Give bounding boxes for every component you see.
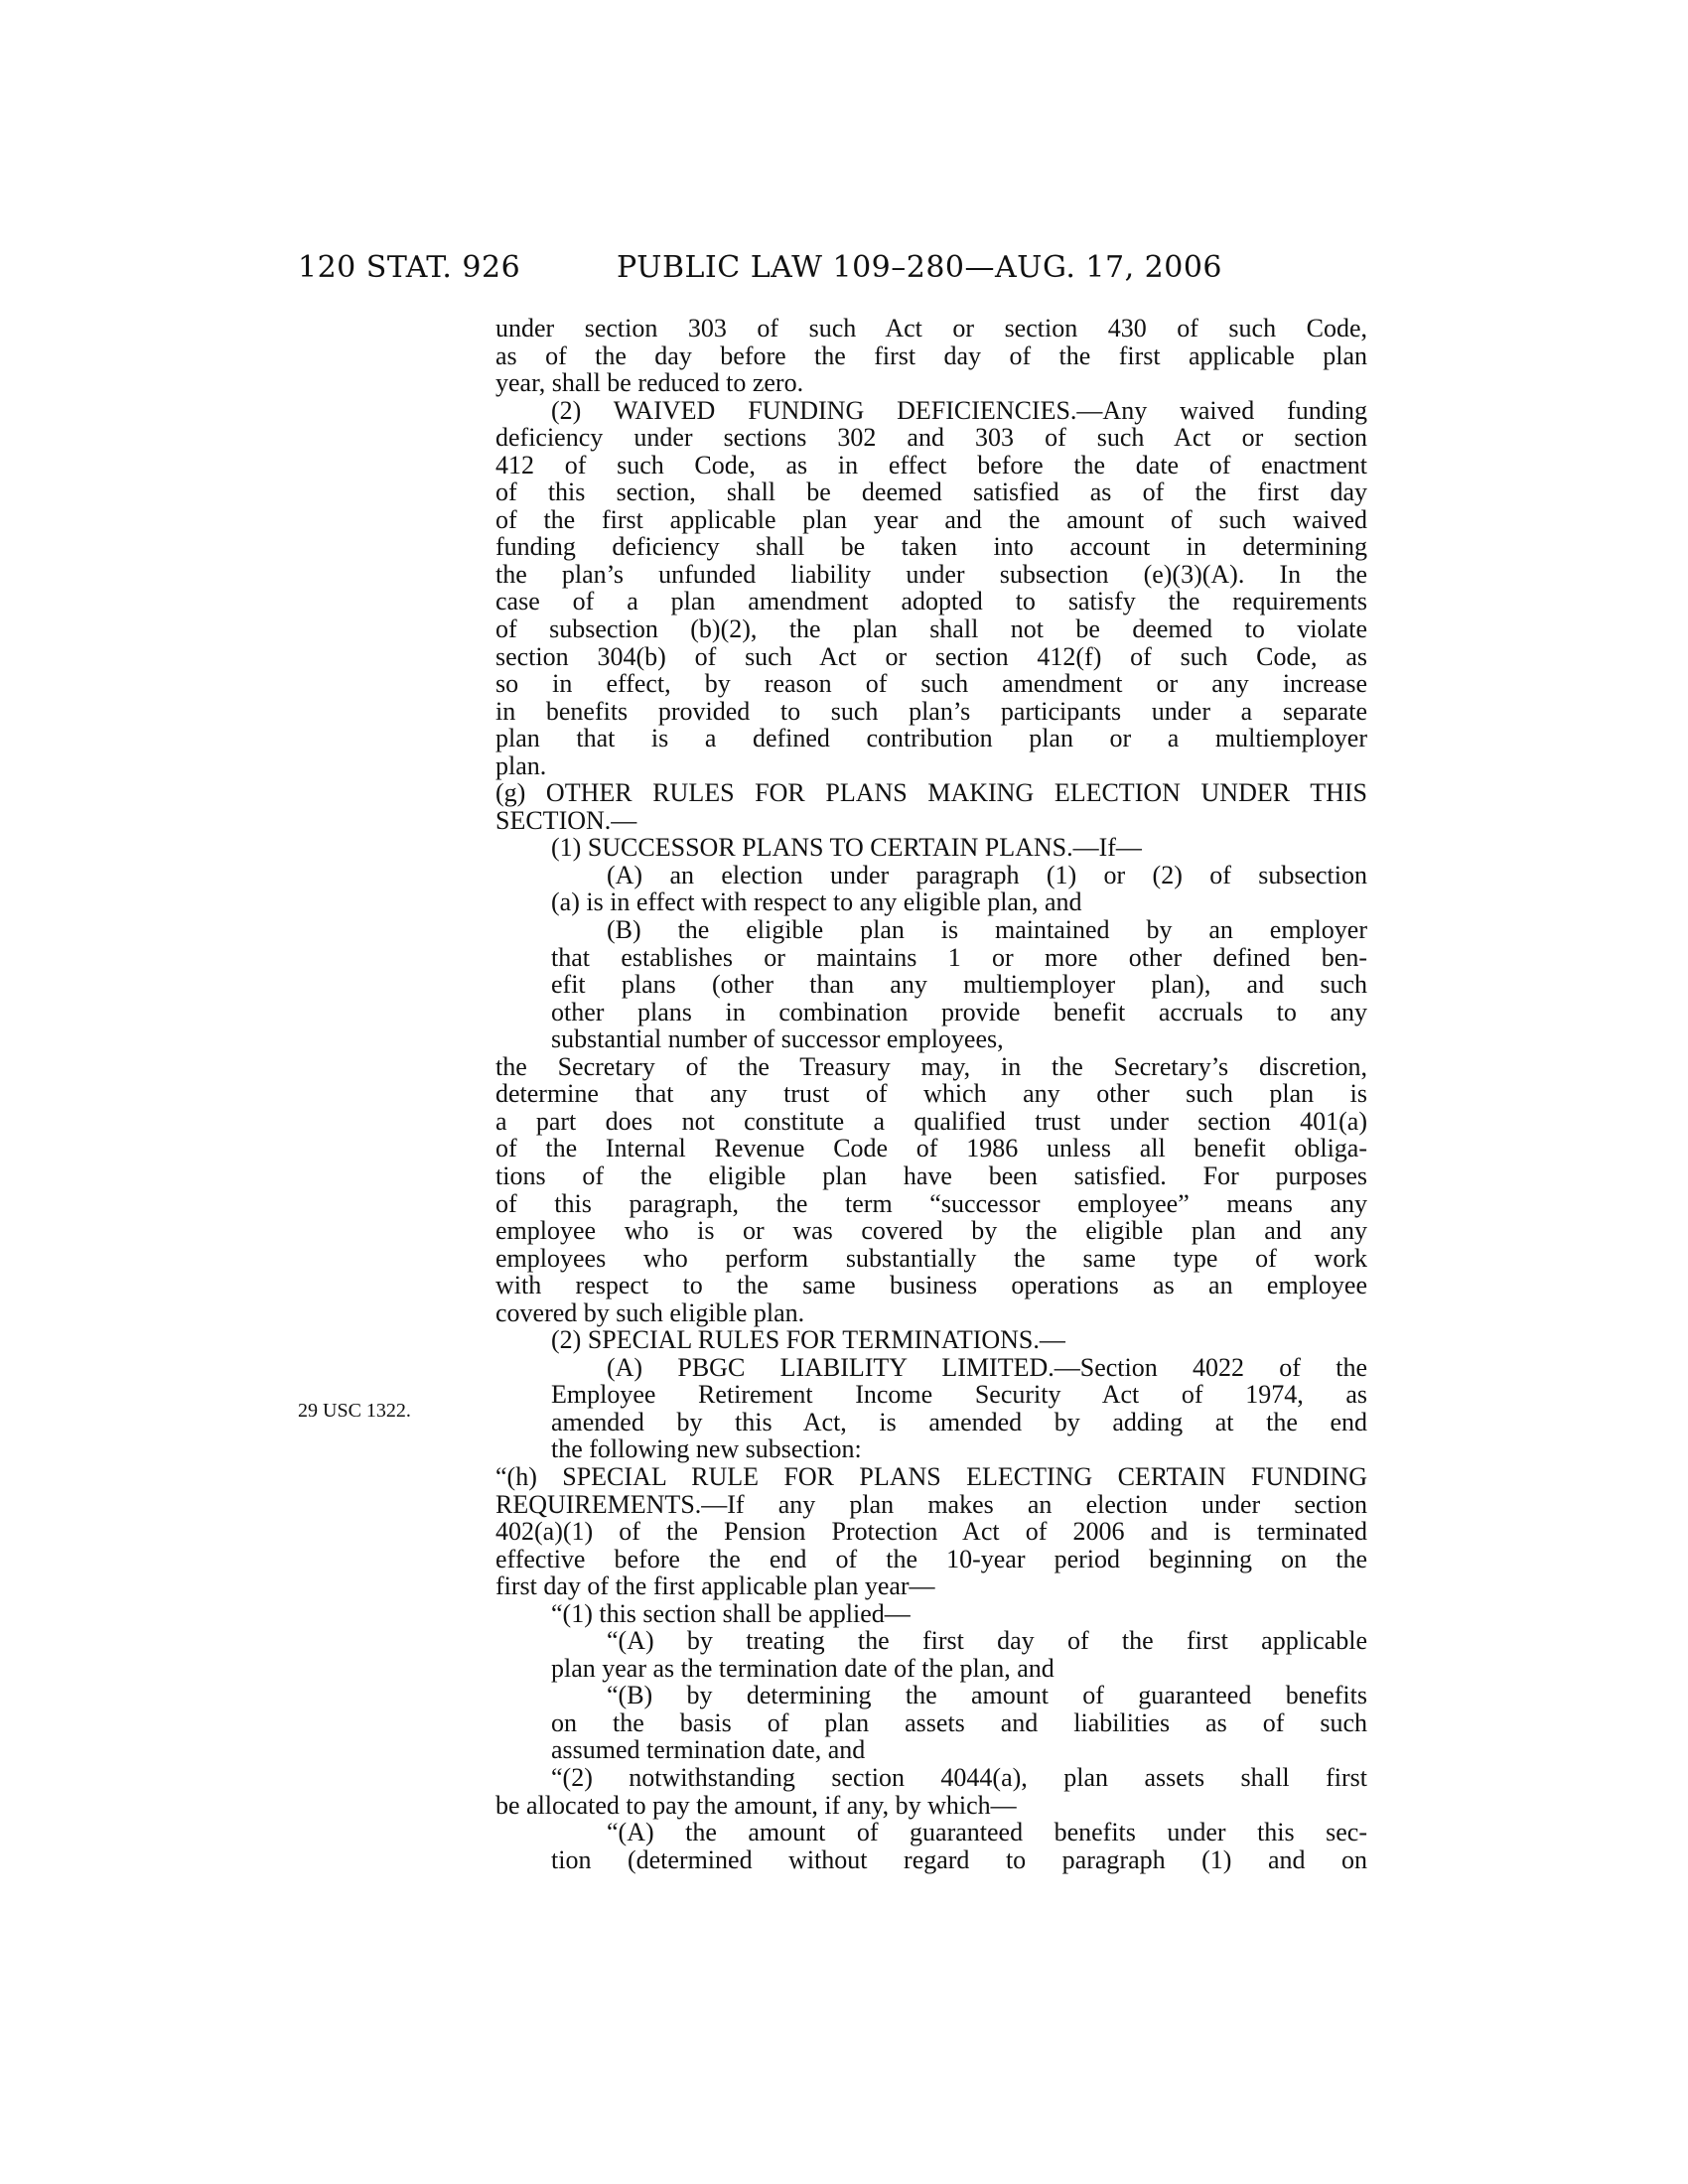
text-line: employees who perform substantially the same type of work bbox=[495, 1243, 1367, 1273]
text-line: covered by such eligible plan. bbox=[495, 1297, 805, 1327]
body-text bbox=[495, 315, 1367, 1873]
text-line: funding deficiency shall be taken into account in determining bbox=[495, 532, 1367, 562]
text-line: “(A) the amount of guaranteed benefits under this sec- bbox=[607, 1818, 1367, 1847]
page-header bbox=[298, 250, 1365, 290]
text-line: Employee Retirement Income Security Act of 1974, as bbox=[551, 1380, 1367, 1410]
text-line: efit plans (other than any multiemployer plan), and such bbox=[551, 970, 1367, 1000]
text-line: substantial number of successor employees, bbox=[551, 1024, 1004, 1054]
text-line: (a) is in effect with respect to any eligible plan, and bbox=[551, 887, 1082, 917]
text-line: plan year as the termination date of the plan, and bbox=[551, 1653, 1055, 1683]
text-line: of the first applicable plan year and the amount of such waived bbox=[495, 504, 1367, 534]
text-line: “(B) by determining the amount of guaranteed benefits bbox=[607, 1681, 1367, 1710]
text-line: tion (determined without regard to paragraph (1) and on bbox=[551, 1844, 1367, 1874]
text-line: 412 of such Code, as in effect before the date of enactment bbox=[495, 450, 1367, 479]
text-line: 402(a)(1) of the Pension Protection Act of 2006 and is terminated bbox=[495, 1517, 1367, 1547]
text-line: amended by this Act, is amended by adding at the end bbox=[551, 1407, 1367, 1436]
text-line: a part does not constitute a qualified trust under section 401(a) bbox=[495, 1106, 1367, 1136]
text-line: (1) SUCCESSOR PLANS TO CERTAIN PLANS.—If— bbox=[551, 833, 1142, 863]
text-line: the Secretary of the Treasury may, in the Secretary’s discretion, bbox=[495, 1051, 1367, 1081]
text-line: “(A) by treating the first day of the first applicable bbox=[607, 1626, 1367, 1656]
text-line: (B) the eligible plan is maintained by an employer bbox=[607, 915, 1367, 945]
text-line: of this section, shall be deemed satisfied as of the first day bbox=[495, 478, 1367, 507]
text-line: deficiency under sections 302 and 303 of such Act or section bbox=[495, 423, 1367, 453]
text-line: plan that is a defined contribution plan or a multiemployer bbox=[495, 724, 1367, 753]
running-head: PUBLIC LAW 109–280—AUG. 17, 2006 bbox=[617, 250, 1223, 285]
statute-page-reference: 120 STAT. 926 bbox=[298, 250, 521, 285]
text-line: REQUIREMENTS.—If any plan makes an election under section bbox=[495, 1489, 1367, 1519]
margin-citation: 29 USC 1322. bbox=[298, 1400, 411, 1422]
text-line: in benefits provided to such plan’s participants under a separate bbox=[495, 696, 1367, 726]
text-line: other plans in combination provide benefit accruals to any bbox=[551, 997, 1367, 1026]
text-line: case of a plan amendment adopted to satisfy the requirements bbox=[495, 587, 1367, 616]
text-line: “(2) notwithstanding section 4044(a), plan assets shall first bbox=[551, 1762, 1367, 1792]
text-line: (2) SPECIAL RULES FOR TERMINATIONS.— bbox=[551, 1325, 1065, 1355]
text-line: the following new subsection: bbox=[551, 1434, 862, 1464]
text-line: under section 303 of such Act or section 430 of such Code, bbox=[495, 314, 1367, 342]
text-line: as of the day before the first day of the first applicable plan bbox=[495, 341, 1367, 370]
text-line: of the Internal Revenue Code of 1986 unless all benefit obliga- bbox=[495, 1134, 1367, 1163]
text-line: “(1) this section shall be applied— bbox=[551, 1598, 911, 1628]
text-line: of this paragraph, the term “successor employee” means any bbox=[495, 1188, 1367, 1218]
text-line: employee who is or was covered by the eligible plan and any bbox=[495, 1216, 1367, 1246]
text-line: section 304(b) of such Act or section 412(f) of such Code, as bbox=[495, 641, 1367, 671]
text-line: (A) an election under paragraph (1) or (2) of subsection bbox=[607, 860, 1367, 889]
text-line: assumed termination date, and bbox=[551, 1735, 866, 1765]
text-line: SECTION.— bbox=[495, 805, 637, 835]
text-line: first day of the first applicable plan year— bbox=[495, 1571, 935, 1601]
text-line: determine that any trust of which any other such plan is bbox=[495, 1079, 1367, 1109]
text-line: “(h) SPECIAL RULE FOR PLANS ELECTING CERTAIN FUNDING bbox=[495, 1461, 1367, 1491]
text-line: effective before the end of the 10-year period beginning on the bbox=[495, 1544, 1367, 1573]
text-line: plan. bbox=[495, 751, 547, 780]
text-line: be allocated to pay the amount, if any, by which— bbox=[495, 1790, 1017, 1820]
text-line: with respect to the same business operations as an employee bbox=[495, 1271, 1367, 1300]
text-line: tions of the eligible plan have been satisfied. For purposes bbox=[495, 1160, 1367, 1190]
text-line: (g) OTHER RULES FOR PLANS MAKING ELECTION UNDER THIS bbox=[495, 778, 1367, 808]
text-line: on the basis of plan assets and liabilities as of such bbox=[551, 1707, 1367, 1737]
text-line: so in effect, by reason of such amendment or any increase bbox=[495, 669, 1367, 699]
text-line: (A) PBGC LIABILITY LIMITED.—Section 4022 of the bbox=[607, 1352, 1367, 1382]
text-line: that establishes or maintains 1 or more other defined ben- bbox=[551, 942, 1367, 972]
text-line: the plan’s unfunded liability under subsection (e)(3)(A). In the bbox=[495, 559, 1367, 589]
text-line: (2) WAIVED FUNDING DEFICIENCIES.—Any waived funding bbox=[551, 395, 1367, 425]
text-line: of subsection (b)(2), the plan shall not be deemed to violate bbox=[495, 614, 1367, 644]
text-line: year, shall be reduced to zero. bbox=[495, 368, 804, 398]
